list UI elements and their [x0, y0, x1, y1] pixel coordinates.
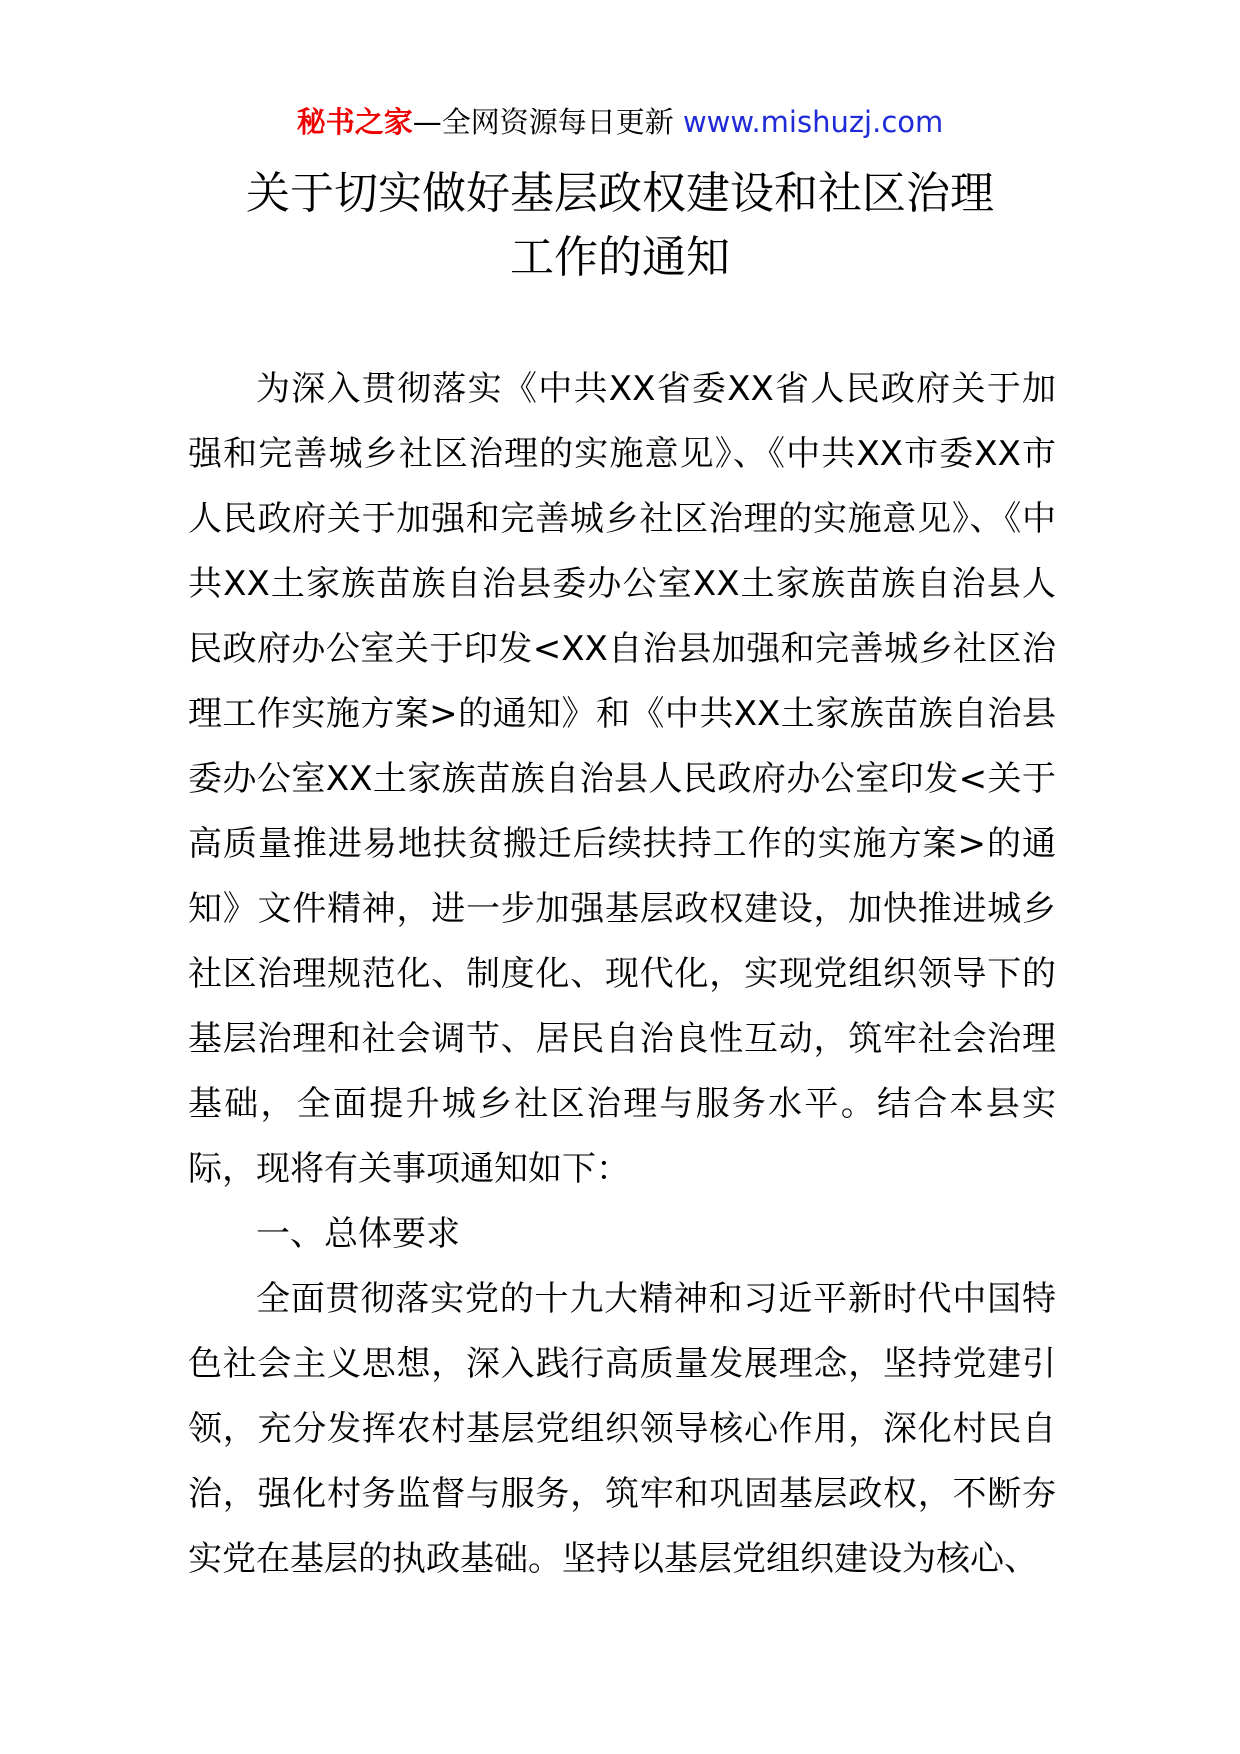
site-header — [0, 102, 1240, 142]
site-brand: 秘书之家 — [296, 105, 413, 139]
title-line-2: 工作的通知 — [510, 232, 730, 283]
site-url-link[interactable]: www.mishuzj.com — [682, 105, 944, 139]
document-body — [188, 357, 1056, 1592]
section-paragraph: 全面贯彻落实党的十九大精神和习近平新时代中国特色社会主义思想，深入践行高质量发展理念，坚持党建引领，充分发挥农村基层党组织领导核心作用，深化村民自治，强化村务监督与服务，筑牢和巩固基层政权，不断夯实党在基层的执政基础。坚持以基层党组织建设为核心、 — [188, 1279, 1056, 1579]
document-title — [0, 162, 1240, 290]
intro-paragraph: 为深入贯彻落实《中共XX省委XX省人民政府关于加强和完善城乡社区治理的实施意见》、《中共XX市委XX市人民政府关于加强和完善城乡社区治理的实施意见》、《中共XX土家族苗族自治县委办公室XX土家族苗族自治县人民政府办公室关于印发<XX自治县加强和完善城乡社区治理工作实施方案>的通知》和《中共XX土家族苗族自治县委办公室XX土家族苗族自治县人民政府办公室印发<关于高质量推进易地扶贫搬迁后续扶持工作的实施方案>的通知》文件精神，进一步加强基层政权建设，加快推进城乡社区治理规范化、制度化、现代化，实现党组织领导下的基层治理和社会调节、居民自治良性互动，筑牢社会治理基础，全面提升城乡社区治理与服务水平。结合本县实际，现将有关事项通知如下： — [188, 369, 1056, 1189]
section-heading: 一、总体要求 — [256, 1214, 460, 1254]
site-tagline: —全网资源每日更新 — [412, 105, 674, 139]
title-line-1: 关于切实做好基层政权建设和社区治理 — [246, 168, 994, 219]
